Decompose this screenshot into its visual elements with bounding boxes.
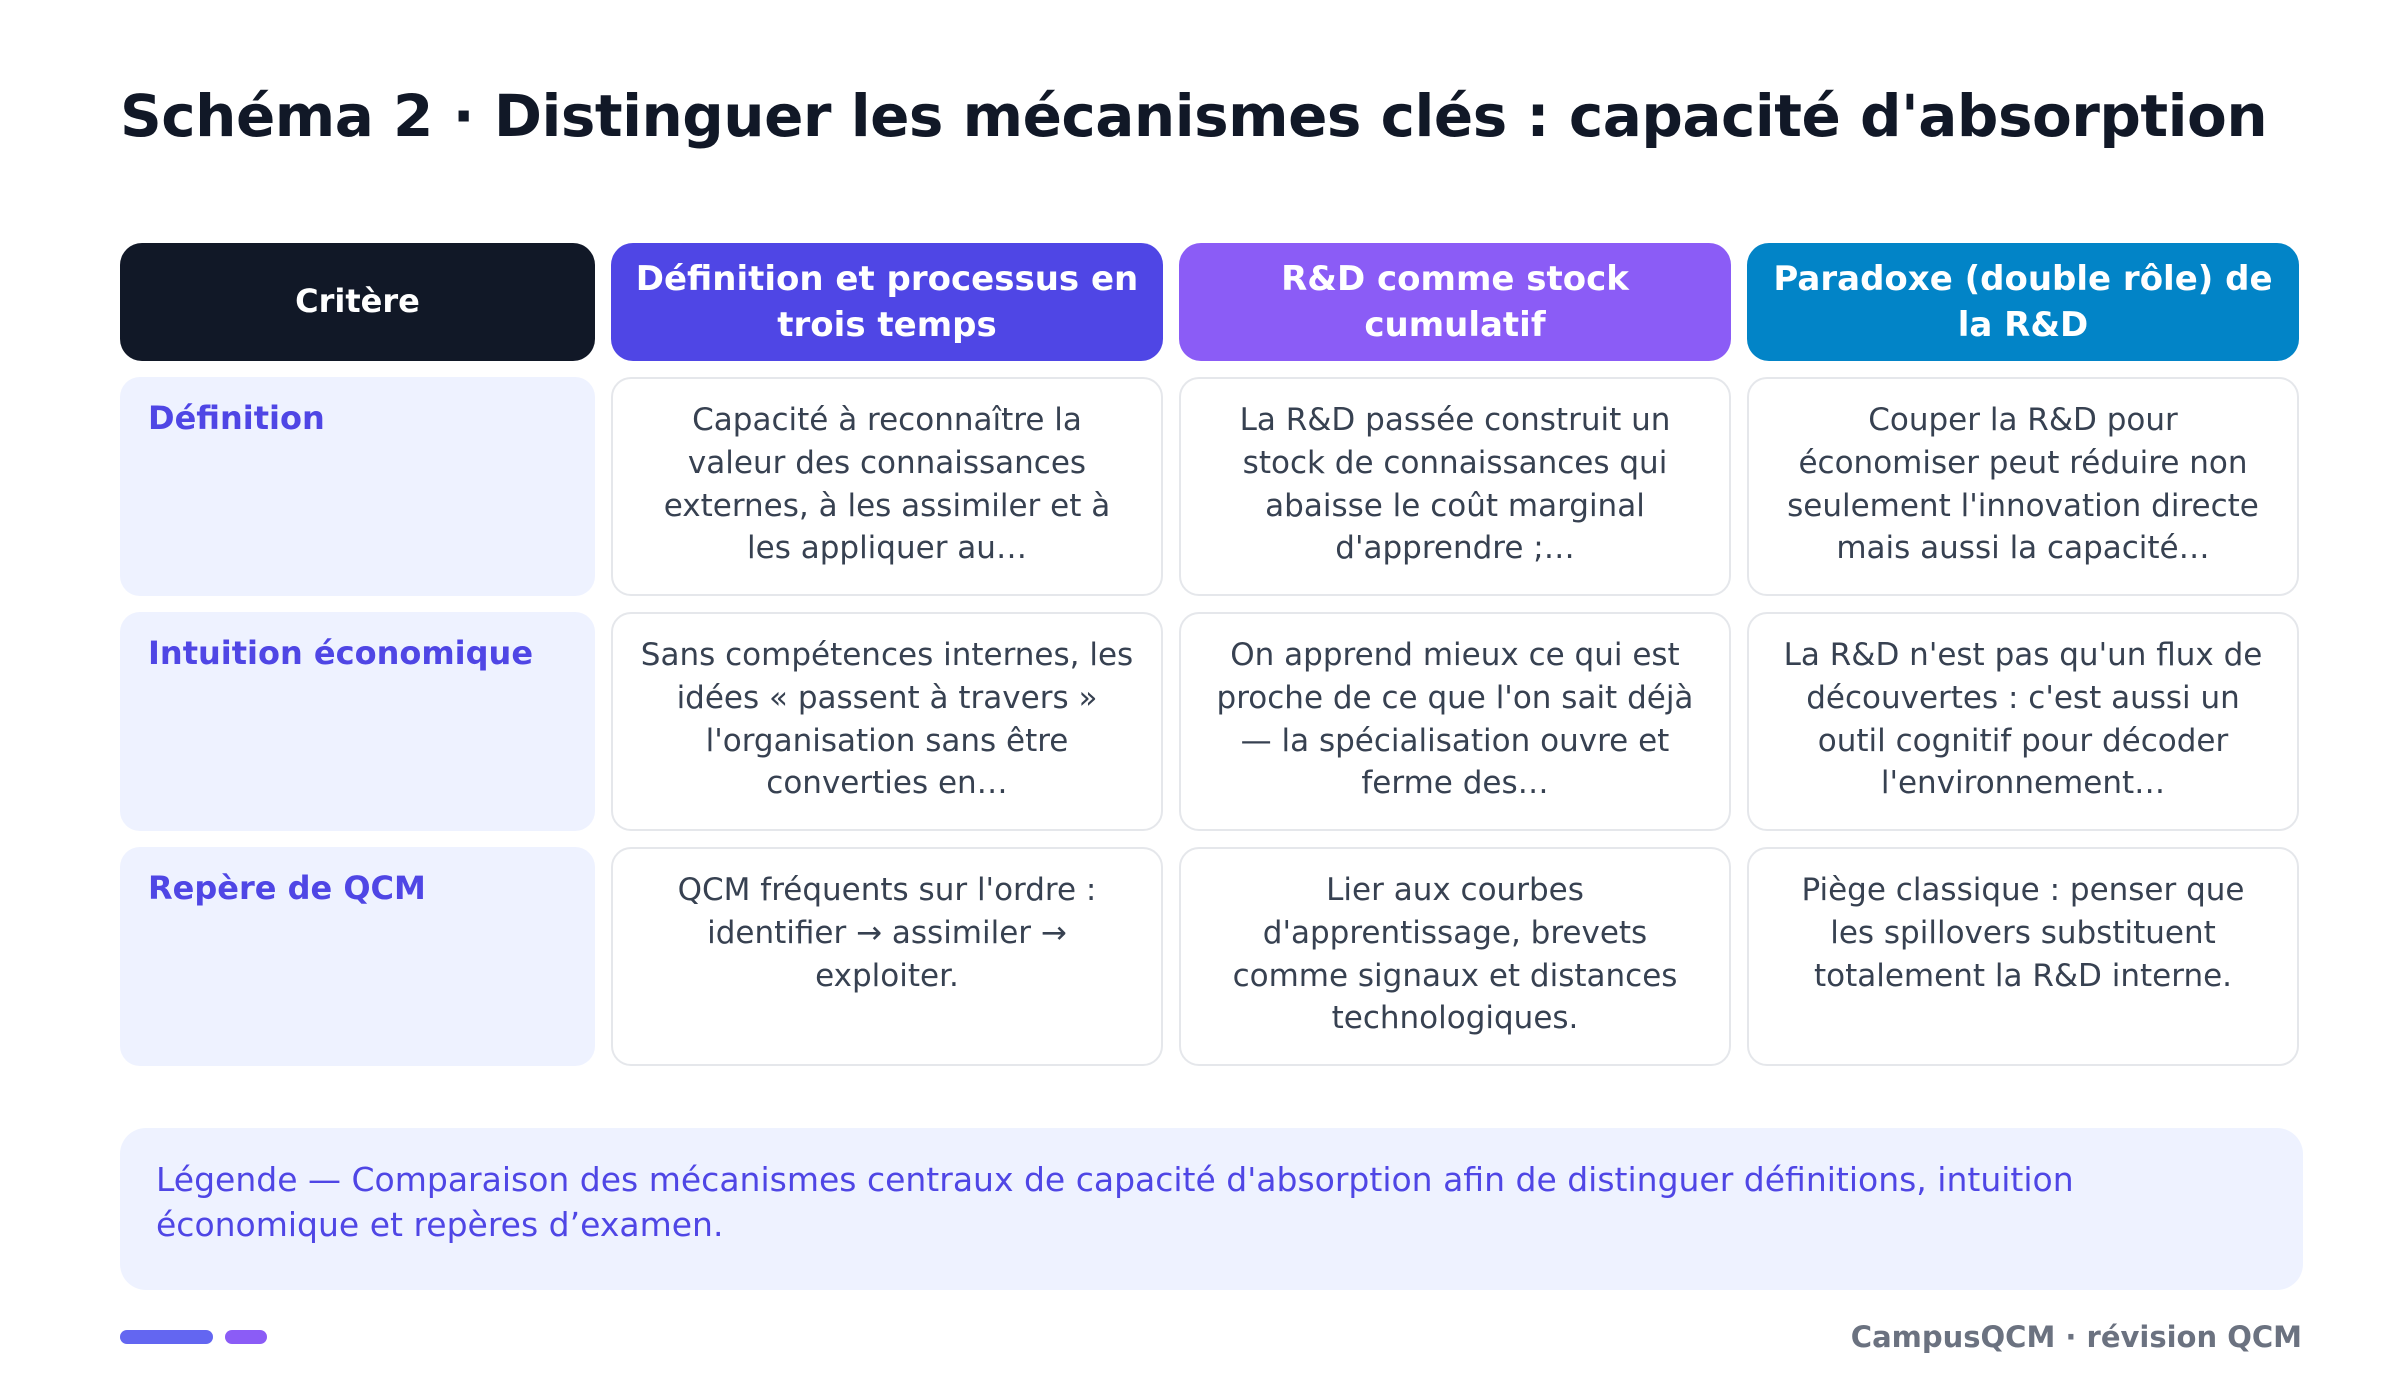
accent-bar-primary [120, 1330, 213, 1344]
header-rd-stock: R&D comme stock cumulatif [1179, 243, 1731, 361]
table-cell: On apprend mieux ce qui est proche de ce que l'on sait déjà — la spécialisation ouvre et ferme des… [1179, 612, 1731, 831]
page-title: Schéma 2 · Distinguer les mécanismes clés : capacité d'absorption [120, 82, 2268, 150]
comparison-table [120, 243, 2295, 1066]
footer-brand: CampusQCM · révision QCM [1850, 1320, 2302, 1354]
accent-bar-secondary [225, 1330, 267, 1344]
legend-text: Légende — Comparaison des mécanismes centraux de capacité d'absorption afin de distinguer définitions, intuition économique et repères d’examen. [156, 1160, 2074, 1244]
row-label-intuition: Intuition économique [120, 612, 595, 831]
header-definition-process: Définition et processus en trois temps [611, 243, 1163, 361]
table-cell: Couper la R&D pour économiser peut réduire non seulement l'innovation directe mais aussi la capacité… [1747, 377, 2299, 596]
header-rd-paradox: Paradoxe (double rôle) de la R&D [1747, 243, 2299, 361]
table-cell: La R&D passée construit un stock de connaissances qui abaisse le coût marginal d'apprendre ;… [1179, 377, 1731, 596]
table-cell: QCM fréquents sur l'ordre : identifier → assimiler → exploiter. [611, 847, 1163, 1066]
table-cell: Piège classique : penser que les spillovers substituent totalement la R&D interne. [1747, 847, 2299, 1066]
header-criteria: Critère [120, 243, 595, 361]
table-cell: La R&D n'est pas qu'un flux de découvertes : c'est aussi un outil cognitif pour décoder l'environnement… [1747, 612, 2299, 831]
table-cell: Sans compétences internes, les idées « passent à travers » l'organisation sans être converties en… [611, 612, 1163, 831]
row-label-qcm: Repère de QCM [120, 847, 595, 1066]
legend-box [120, 1128, 2303, 1290]
table-cell: Capacité à reconnaître la valeur des connaissances externes, à les assimiler et à les appliquer au… [611, 377, 1163, 596]
table-cell: Lier aux courbes d'apprentissage, brevets comme signaux et distances technologiques. [1179, 847, 1731, 1066]
row-label-definition: Définition [120, 377, 595, 596]
